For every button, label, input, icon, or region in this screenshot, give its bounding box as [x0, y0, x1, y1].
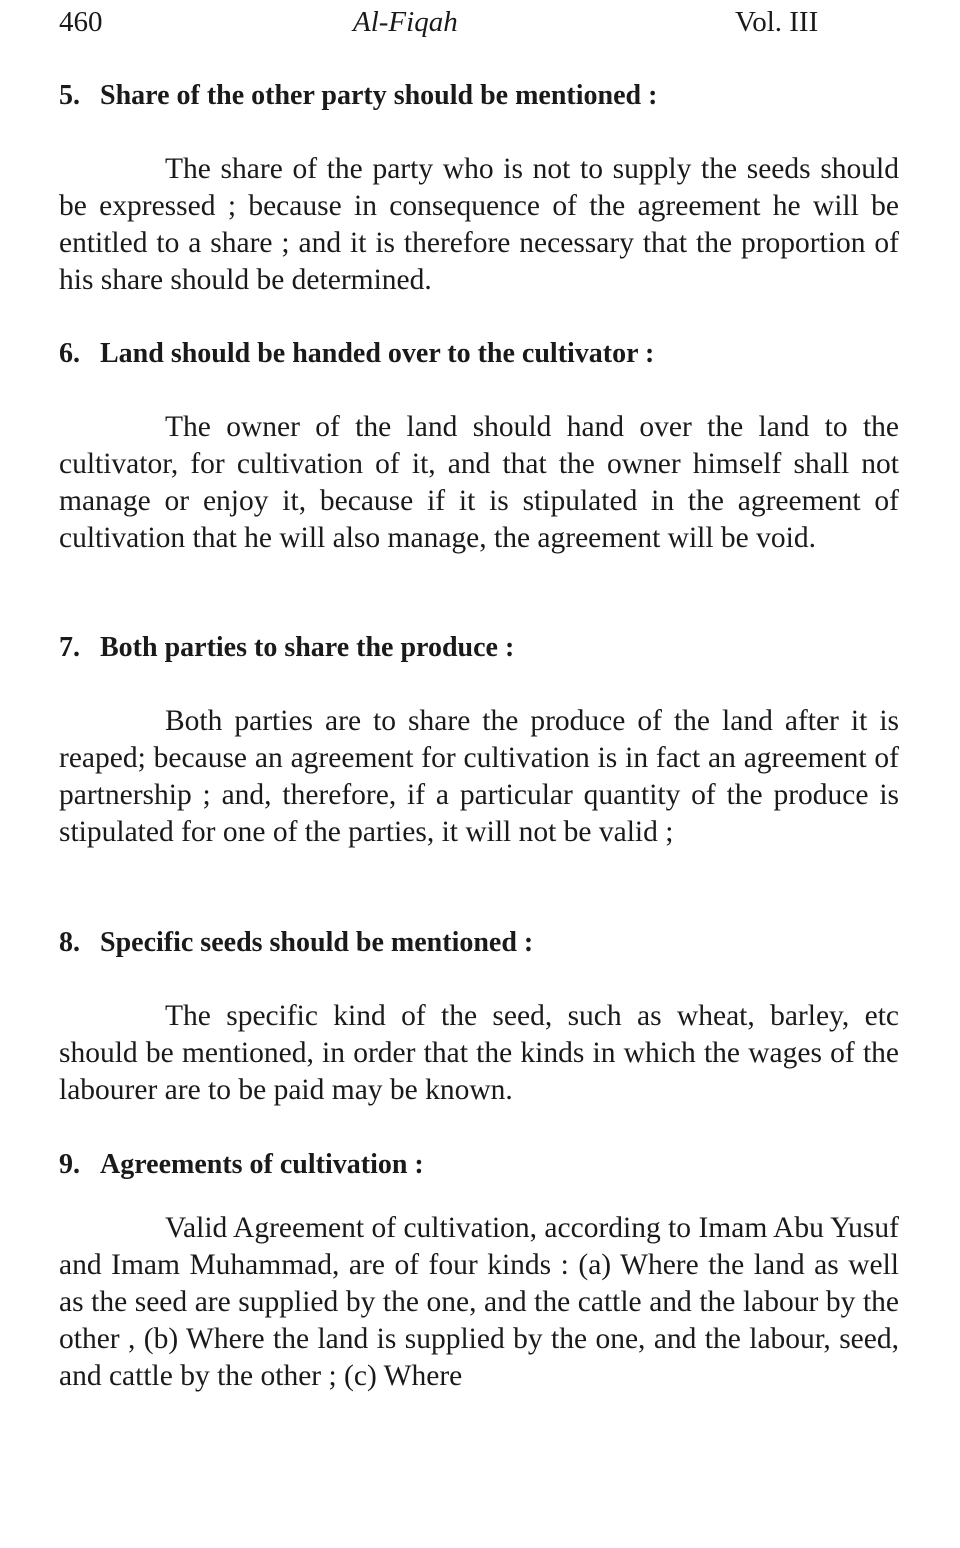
page-number: 460 [59, 6, 103, 38]
book-title: Al-Fiqah [353, 6, 458, 38]
section-paragraph: The share of the party who is not to supply the seeds should be expressed ; because in consequence of the agreement he will be entitled to a share ; and it is therefore necessary that the proportion of his share should be determined. [59, 153, 899, 296]
section-7 [59, 629, 899, 851]
section-title: Specific seeds should be mentioned : [100, 927, 534, 958]
section-paragraph: The owner of the land should hand over the land to the cultivator, for cultivation of it, and that the owner himself shall not manage or enjoy it, because if it is stipulated in the agreement of cultivation that he will also manage, the agreement will be void. [59, 411, 899, 554]
section-title: Share of the other party should be mentioned : [100, 80, 658, 111]
section-number: 8. [59, 927, 80, 958]
section-title: Land should be handed over to the cultivator : [100, 338, 655, 369]
section-paragraph: The specific kind of the seed, such as wheat, barley, etc should be mentioned, in order that the kinds in which the wages of the labourer are to be paid may be known. [59, 1000, 899, 1106]
running-header [59, 0, 899, 40]
section-paragraph: Both parties are to share the produce of the land after it is reaped; because an agreement for cultivation is in fact an agreement of partnership ; and, therefore, if a particular quantity of the produce is stipulated for one of the parties, it will not be valid ; [59, 705, 899, 848]
section-heading [59, 1146, 899, 1183]
section-6 [59, 335, 899, 557]
volume-label: Vol. III [735, 6, 819, 38]
section-title: Both parties to share the produce : [100, 632, 515, 663]
section-heading [59, 77, 899, 114]
section-heading [59, 924, 899, 961]
section-number: 5. [59, 80, 80, 111]
section-heading [59, 629, 899, 666]
section-9 [59, 1146, 899, 1395]
section-8 [59, 924, 899, 1109]
section-5 [59, 77, 899, 299]
section-number: 7. [59, 632, 80, 663]
section-heading [59, 335, 899, 372]
section-number: 6. [59, 338, 80, 369]
section-title: Agreements of cultivation : [100, 1149, 424, 1180]
section-paragraph: Valid Agreement of cultivation, according to Imam Abu Yusuf and Imam Muhammad, are of four kinds : (a) Where the land as well as the seed are supplied by the one, and the cattle and the labour by the other , (b) Where the land is supplied by the one, and the labour, seed, and cattle by the other ; (c) Where [59, 1212, 899, 1392]
book-page [59, 0, 899, 1392]
section-number: 9. [59, 1149, 80, 1180]
